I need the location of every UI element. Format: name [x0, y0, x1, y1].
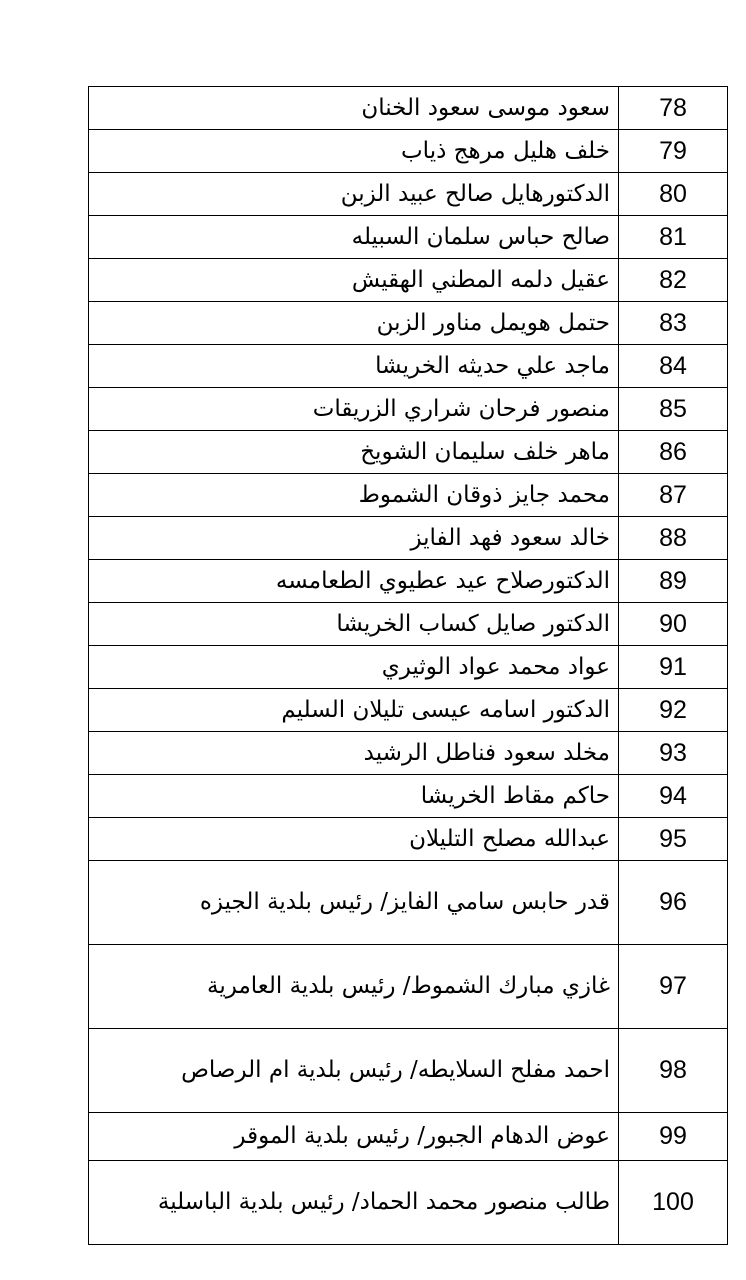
row-number: 86	[619, 431, 728, 474]
row-name: الدكتور صايل كساب الخريشا	[89, 603, 619, 646]
row-name: عبدالله مصلح التليلان	[89, 818, 619, 861]
row-name: غازي مبارك الشموط/ رئيس بلدية العامرية	[89, 945, 619, 1029]
row-name: احمد مفلح السلايطه/ رئيس بلدية ام الرصاص	[89, 1029, 619, 1113]
table-row	[89, 775, 728, 818]
roster-table	[88, 86, 728, 1245]
table-row	[89, 861, 728, 945]
row-number: 92	[619, 689, 728, 732]
row-name: خالد سعود فهد الفايز	[89, 517, 619, 560]
row-name: صالح حباس سلمان السبيله	[89, 216, 619, 259]
row-number: 78	[619, 87, 728, 130]
row-number: 79	[619, 130, 728, 173]
row-number: 95	[619, 818, 728, 861]
row-name: حتمل هويمل مناور الزبن	[89, 302, 619, 345]
row-number: 88	[619, 517, 728, 560]
row-number: 98	[619, 1029, 728, 1113]
row-name: الدكتورهايل صالح عبيد الزبن	[89, 173, 619, 216]
table-row	[89, 560, 728, 603]
table-row	[89, 646, 728, 689]
row-number: 80	[619, 173, 728, 216]
table-row	[89, 945, 728, 1029]
table-row	[89, 732, 728, 775]
table-row	[89, 259, 728, 302]
table-row	[89, 517, 728, 560]
row-number: 96	[619, 861, 728, 945]
row-name: محمد جايز ذوقان الشموط	[89, 474, 619, 517]
row-name: عوض الدهام الجبور/ رئيس بلدية الموقر	[89, 1113, 619, 1161]
row-number: 84	[619, 345, 728, 388]
table-row	[89, 216, 728, 259]
row-name: قدر حابس سامي الفايز/ رئيس بلدية الجيزه	[89, 861, 619, 945]
table-row	[89, 173, 728, 216]
row-number: 94	[619, 775, 728, 818]
table-row	[89, 87, 728, 130]
row-name: الدكتور اسامه عيسى تليلان السليم	[89, 689, 619, 732]
row-number: 83	[619, 302, 728, 345]
table-row	[89, 130, 728, 173]
row-number: 97	[619, 945, 728, 1029]
row-number: 85	[619, 388, 728, 431]
row-number: 100	[619, 1161, 728, 1245]
table-row	[89, 603, 728, 646]
row-number: 87	[619, 474, 728, 517]
table-row	[89, 302, 728, 345]
row-name: منصور فرحان شراري الزريقات	[89, 388, 619, 431]
table-row	[89, 431, 728, 474]
row-name: طالب منصور محمد الحماد/ رئيس بلدية الباسلية	[89, 1161, 619, 1245]
table-row	[89, 345, 728, 388]
table-row	[89, 689, 728, 732]
row-name: عواد محمد عواد الوثيري	[89, 646, 619, 689]
row-name: مخلد سعود فناطل الرشيد	[89, 732, 619, 775]
table-row	[89, 1029, 728, 1113]
roster-sheet	[88, 86, 728, 1245]
row-number: 90	[619, 603, 728, 646]
row-name: الدكتورصلاح عيد عطيوي الطعامسه	[89, 560, 619, 603]
row-name: حاكم مقاط الخريشا	[89, 775, 619, 818]
row-name: ماهر خلف سليمان الشويخ	[89, 431, 619, 474]
table-row	[89, 388, 728, 431]
table-row	[89, 1161, 728, 1245]
row-name: سعود موسى سعود الخنان	[89, 87, 619, 130]
table-row	[89, 818, 728, 861]
row-number: 89	[619, 560, 728, 603]
table-row	[89, 474, 728, 517]
row-number: 91	[619, 646, 728, 689]
row-number: 82	[619, 259, 728, 302]
row-name: خلف هليل مرهج ذياب	[89, 130, 619, 173]
row-number: 93	[619, 732, 728, 775]
row-number: 81	[619, 216, 728, 259]
row-name: ماجد علي حديثه الخريشا	[89, 345, 619, 388]
table-row	[89, 1113, 728, 1161]
row-name: عقيل دلمه المطني الهقيش	[89, 259, 619, 302]
row-number: 99	[619, 1113, 728, 1161]
